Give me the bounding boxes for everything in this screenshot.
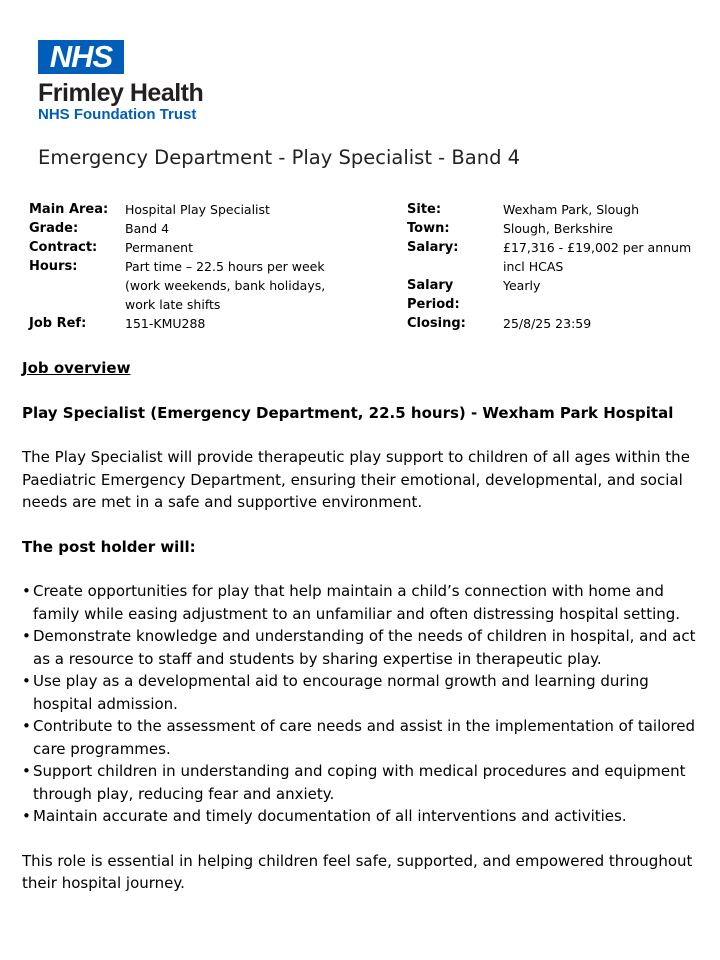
detail-value: Slough, Berkshire xyxy=(503,221,613,236)
detail-row-site xyxy=(407,200,712,219)
overview-closing: This role is essential in helping children feel safe, supported, and empowered throughout their hospital journey. xyxy=(22,851,693,892)
detail-value: Yearly xyxy=(503,278,541,293)
duty-text: Demonstrate knowledge and understanding of the needs of children in hospital, and act as a resource to staff and students by sharing expertise in therapeutic play. xyxy=(33,627,696,668)
bullet: • xyxy=(22,627,31,645)
detail-value: Wexham Park, Slough xyxy=(503,202,640,217)
detail-row-contract xyxy=(29,238,374,257)
bullet: • xyxy=(22,762,31,780)
bullet: • xyxy=(22,672,31,690)
detail-row-salary-period xyxy=(407,276,712,314)
duty-text: Create opportunities for play that help maintain a child’s connection with home and family while easing adjustment to an unfamiliar and often distressing hospital setting. xyxy=(33,582,681,623)
detail-label: Hours: xyxy=(29,259,78,274)
job-title: Emergency Department - Play Specialist - Band 4 xyxy=(38,146,521,169)
detail-row-job-ref xyxy=(29,314,374,333)
detail-row-salary xyxy=(407,238,712,276)
overview-heading: Job overview xyxy=(22,359,131,377)
detail-label: Salary Period: xyxy=(407,278,460,312)
detail-value: Permanent xyxy=(125,240,193,255)
list-item xyxy=(22,760,712,805)
detail-value: Band 4 xyxy=(125,221,170,236)
job-details-left xyxy=(29,200,374,333)
org-name: Frimley Health xyxy=(38,79,204,107)
post-holder-heading: The post holder will: xyxy=(22,537,196,556)
detail-row-town xyxy=(407,219,712,238)
detail-row-hours xyxy=(29,257,374,314)
detail-value: 25/8/25 23:59 xyxy=(503,316,592,331)
overview-subheading: Play Specialist (Emergency Department, 22.5 hours) - Wexham Park Hospital xyxy=(22,403,674,422)
overview-intro: The Play Specialist will provide therapeutic play support to children of all ages within the Paediatric Emergency Department, ensuring their emotional, developmental, and social needs are met in a safe and supportive environment. xyxy=(22,448,690,511)
list-item xyxy=(22,625,712,670)
job-overview-section xyxy=(22,357,712,895)
duty-text: Support children in understanding and coping with medical procedures and equipment through play, reducing fear and anxiety. xyxy=(33,762,686,803)
list-item xyxy=(22,805,712,828)
nhs-badge: NHS xyxy=(38,40,124,74)
nhs-frimley-logo xyxy=(38,40,238,124)
detail-value: £17,316 - £19,002 per annum incl HCAS xyxy=(503,240,692,274)
bullet: • xyxy=(22,807,31,825)
detail-value: Hospital Play Specialist xyxy=(125,202,270,217)
detail-label: Closing: xyxy=(407,316,466,331)
duties-list xyxy=(22,580,712,828)
detail-label: Main Area: xyxy=(29,202,109,217)
job-details-right xyxy=(407,200,712,333)
detail-label: Job Ref: xyxy=(29,316,87,331)
list-item xyxy=(22,670,712,715)
list-item xyxy=(22,580,712,625)
bullet: • xyxy=(22,582,31,600)
detail-row-main-area xyxy=(29,200,374,219)
detail-label: Contract: xyxy=(29,240,98,255)
duty-text: Maintain accurate and timely documentation of all interventions and activities. xyxy=(33,807,627,825)
trust-name: NHS Foundation Trust xyxy=(38,106,197,123)
detail-value: 151-KMU288 xyxy=(125,316,206,331)
detail-row-grade xyxy=(29,219,374,238)
detail-label: Town: xyxy=(407,221,450,236)
duty-text: Contribute to the assessment of care needs and assist in the implementation of tailored care programmes. xyxy=(33,717,696,758)
list-item xyxy=(22,715,712,760)
detail-label: Grade: xyxy=(29,221,79,236)
bullet: • xyxy=(22,717,31,735)
detail-label: Site: xyxy=(407,202,442,217)
detail-row-closing xyxy=(407,314,712,333)
detail-label: Salary: xyxy=(407,240,459,255)
detail-value: Part time – 22.5 hours per week (work weekends, bank holidays, work late shifts xyxy=(125,259,326,312)
duty-text: Use play as a developmental aid to encourage normal growth and learning during hospital admission. xyxy=(33,672,649,713)
